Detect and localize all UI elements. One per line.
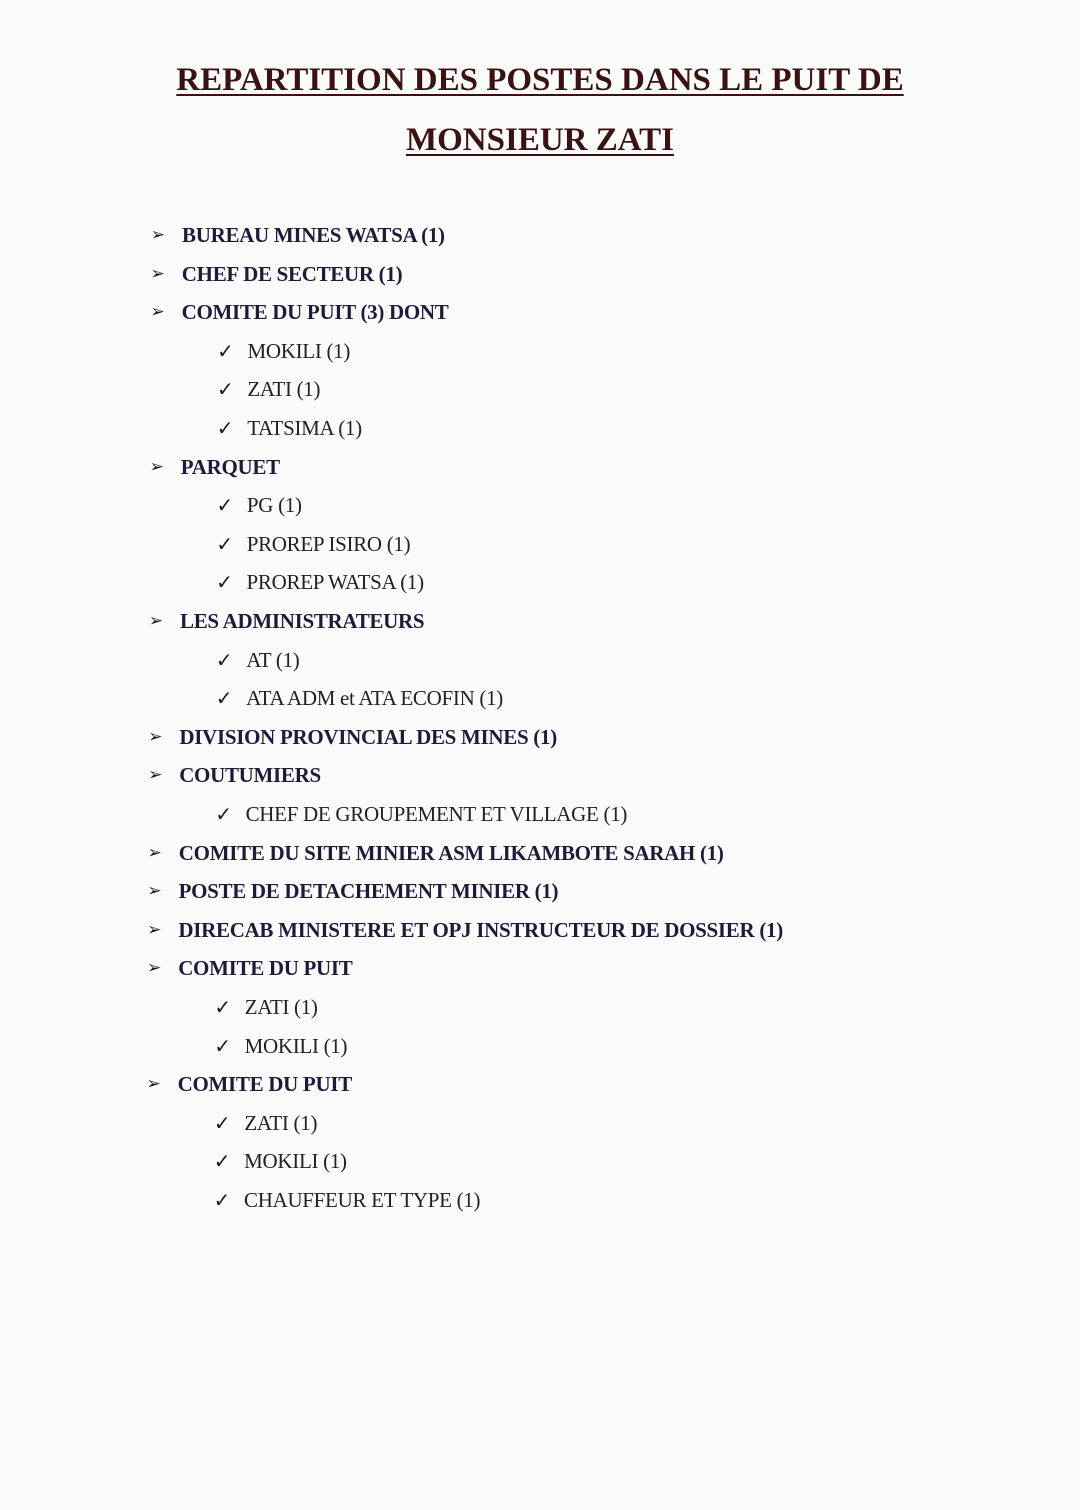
check-mark-icon: ✓ [217, 338, 234, 363]
sub-list-item-label: TATSIMA (1) [247, 416, 362, 440]
check-mark-icon: ✓ [214, 1033, 231, 1058]
arrowhead-bullet-icon: ➢ [149, 456, 164, 477]
arrowhead-bullet-icon: ➢ [148, 726, 163, 747]
list-item-label: PARQUET [180, 454, 280, 479]
check-mark-icon: ✓ [213, 1149, 231, 1174]
arrowhead-bullet-icon: ➢ [147, 919, 162, 940]
list-item-label: COUTUMIERS [179, 763, 321, 788]
list-item-label: COMITE DU SITE MINIER ASM LIKAMBOTE SARAH (1) [178, 840, 724, 865]
list-item-label: CHEF DE SECTEUR (1) [181, 261, 403, 286]
arrowhead-bullet-icon: ➢ [148, 611, 164, 631]
arrowhead-bullet-icon: ➢ [150, 302, 165, 323]
sub-list-item-label: ZATI (1) [247, 377, 321, 402]
sub-list-item-label: CHAUFFEUR ET TYPE (1) [244, 1188, 481, 1212]
sub-list-item-label: CHEF DE GROUPEMENT ET VILLAGE (1) [245, 802, 628, 826]
check-mark-icon: ✓ [215, 686, 233, 711]
arrowhead-bullet-icon: ➢ [147, 958, 162, 979]
list-item-label: LES ADMINISTRATEURS [180, 609, 425, 633]
check-mark-icon: ✓ [215, 802, 232, 826]
list-item-label: DIRECAB MINISTERE ET OPJ INSTRUCTEUR DE DOSSIER (1) [178, 917, 783, 942]
sub-list-item-label: ATA ADM et ATA ECOFIN (1) [246, 686, 503, 711]
check-mark-icon: ✓ [216, 493, 234, 518]
check-mark-icon: ✓ [216, 570, 233, 595]
page-title-line-1 [0, 62, 1080, 99]
arrowhead-bullet-icon: ➢ [148, 765, 163, 786]
list-item-label: COMITE DU PUIT [177, 1072, 352, 1097]
check-mark-icon: ✓ [214, 995, 232, 1019]
list-item-label: COMITE DU PUIT (3) DONT [181, 300, 449, 325]
check-mark-icon: ✓ [213, 1188, 231, 1212]
page-title-text-2: MONSIEUR ZATI [405, 122, 674, 158]
list-item-label: POSTE DE DETACHEMENT MINIER (1) [178, 879, 559, 904]
list-item-label: COMITE DU PUIT [178, 956, 353, 981]
sub-list-item-label: PG (1) [246, 493, 302, 518]
arrowhead-bullet-icon: ➢ [146, 1074, 161, 1095]
arrowhead-bullet-icon: ➢ [150, 263, 165, 284]
list-item-label: BUREAU MINES WATSA (1) [182, 223, 445, 247]
sub-list-item-label: ZATI (1) [244, 1110, 318, 1135]
check-mark-icon: ✓ [216, 531, 234, 556]
check-mark-icon: ✓ [215, 647, 233, 672]
check-mark-icon: ✓ [216, 416, 234, 440]
sub-list-item-label: MOKILI (1) [244, 1149, 347, 1174]
sub-list-item-label: PROREP WATSA (1) [246, 570, 424, 595]
sub-list-item-label: MOKILI (1) [247, 338, 351, 363]
sub-list-item-label: ZATI (1) [244, 995, 318, 1019]
check-mark-icon: ✓ [216, 377, 234, 402]
arrowhead-bullet-icon: ➢ [150, 225, 166, 245]
arrowhead-bullet-icon: ➢ [147, 842, 162, 863]
arrowhead-bullet-icon: ➢ [147, 881, 162, 902]
sub-list-item-label: AT (1) [246, 647, 300, 672]
page-title-line-2 [0, 122, 1080, 159]
page-title-text-1: REPARTITION DES POSTES DANS LE PUIT DE [176, 62, 904, 98]
list-item-label: DIVISION PROVINCIAL DES MINES (1) [179, 724, 557, 749]
sub-list-item-label: PROREP ISIRO (1) [246, 531, 411, 556]
sub-list-item-label: MOKILI (1) [244, 1033, 348, 1058]
check-mark-icon: ✓ [213, 1110, 231, 1135]
